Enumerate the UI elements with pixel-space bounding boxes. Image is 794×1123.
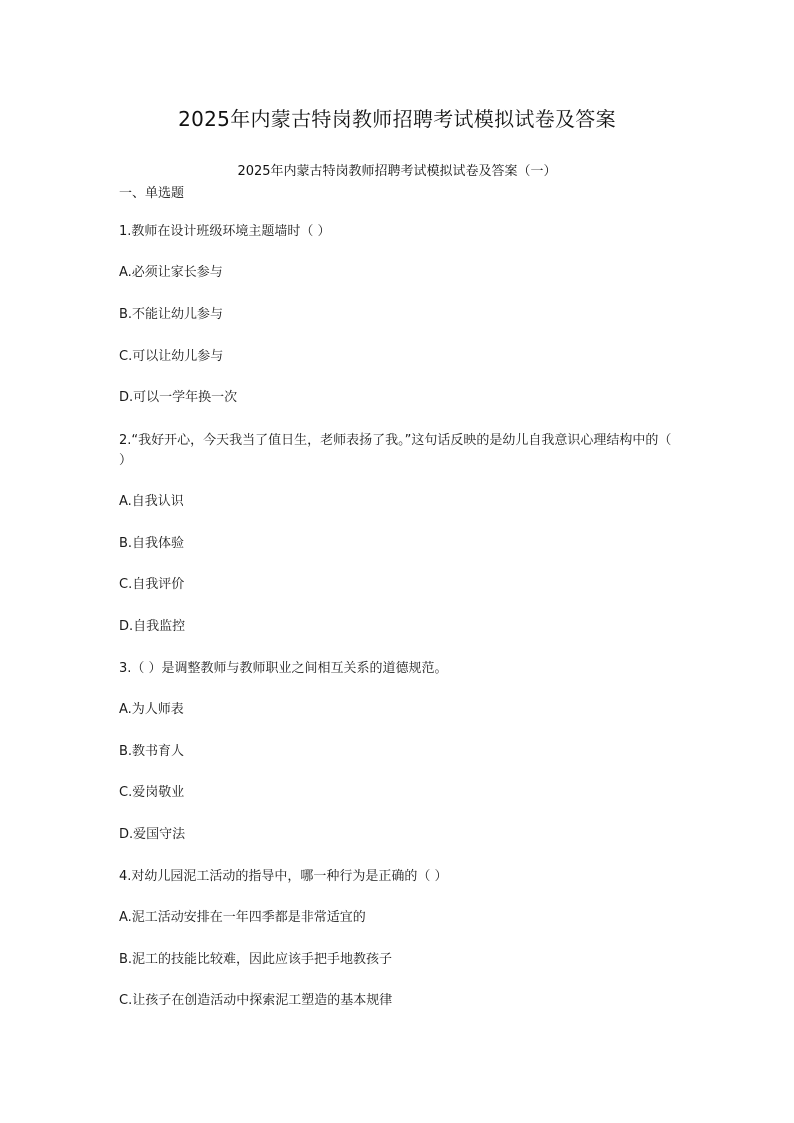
document-title: 2025年内蒙古特岗教师招聘考试模拟试卷及答案 [178,107,616,131]
question-2-option-c: C.自我评价 [119,577,185,592]
question-1-stem: 1.教师在设计班级环境主题墙时（ ） [119,224,331,239]
question-3-option-d: D.爱国守法 [119,827,186,842]
question-2-stem: 2.“我好开心，今天我当了值日生，老师表扬了我。”这句话反映的是幼儿自我意识心理结构中的（ ） [119,433,672,468]
section-heading: 一、单选题 [119,186,185,201]
question-3-option-a: A.为人师表 [119,702,184,717]
question-1-option-d: D.可以一学年换一次 [119,390,238,405]
question-4-stem: 4.对幼儿园泥工活动的指导中，哪一种行为是正确的（ ） [119,869,448,884]
document-subtitle: 2025年内蒙古特岗教师招聘考试模拟试卷及答案（一） [237,164,557,179]
question-4-option-b: B.泥工的技能比较难，因此应该手把手地教孩子 [119,952,393,967]
question-4-option-c: C.让孩子在创造活动中探索泥工塑造的基本规律 [119,993,393,1008]
question-4-option-a: A.泥工活动安排在一年四季都是非常适宜的 [119,910,366,925]
question-3-option-b: B.教书育人 [119,744,185,759]
question-1-option-a: A.必须让家长参与 [119,265,223,280]
question-1-option-b: B.不能让幼儿参与 [119,307,224,322]
question-2-option-d: D.自我监控 [119,619,186,634]
question-2-option-b: B.自我体验 [119,536,185,551]
question-3-stem: 3.（ ）是调整教师与教师职业之间相互关系的道德规范。 [119,661,448,676]
question-2-option-a: A.自我认识 [119,494,184,509]
question-3-option-c: C.爱岗敬业 [119,785,185,800]
question-1-option-c: C.可以让幼儿参与 [119,349,224,364]
